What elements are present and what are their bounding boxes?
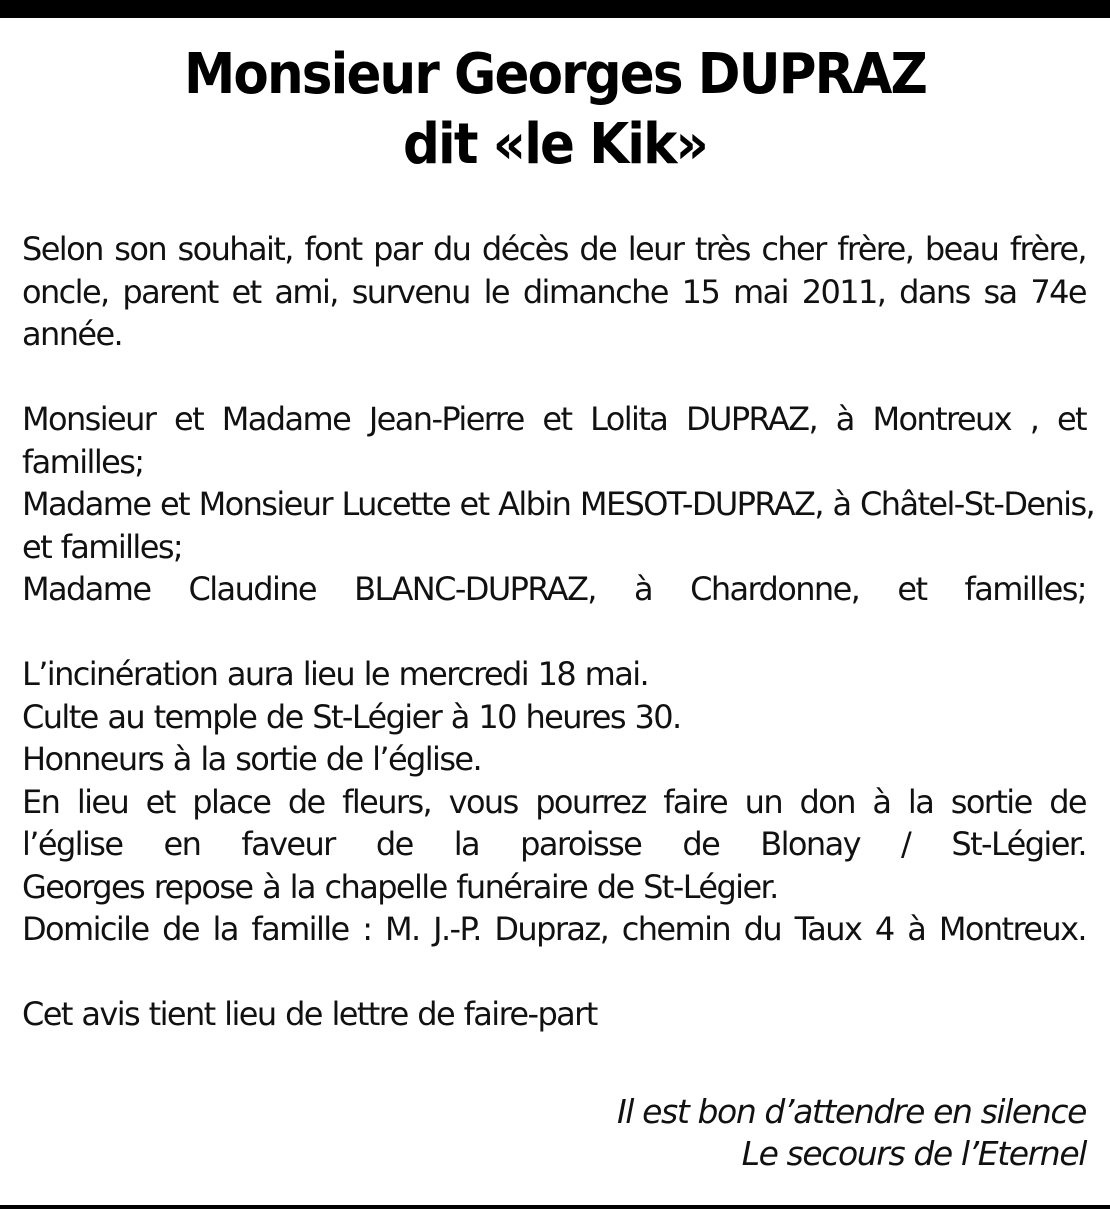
verse-line: Le secours de l’Eternel xyxy=(741,1134,1086,1173)
ceremony-line: En lieu et place de fleurs, vous pourrez faire un don à la sortie de xyxy=(22,782,1086,821)
bottom-border-rule xyxy=(0,1205,1110,1209)
paragraph-spacer xyxy=(22,951,1086,994)
ceremony-line: Honneurs à la sortie de l’église. xyxy=(22,740,482,778)
obituary-body xyxy=(22,228,1095,1036)
top-border-rule xyxy=(0,0,1110,18)
announcement-line: année. xyxy=(22,315,123,353)
announcement-line: Selon son souhait, font par du décès de leur très cher frère, beau frère, xyxy=(22,230,1086,268)
ceremony-line: Georges repose à la chapelle funéraire de St-Légier. xyxy=(22,867,778,906)
ceremony-line: Domicile de la famille : M. J.-P. Dupraz, chemin du Taux 4 à Montreux. xyxy=(22,910,1086,948)
announcement-paragraph xyxy=(22,228,1086,356)
family-entry-line: familles; xyxy=(22,442,144,481)
family-entry-line: Madame et Monsieur Lucette et Albin MESOT-DUPRAZ, à Châtel-St-Denis, xyxy=(22,485,1095,523)
family-list xyxy=(22,398,1095,611)
ceremony-details xyxy=(22,653,1086,951)
paragraph-spacer xyxy=(22,356,1086,399)
closing-verse xyxy=(617,1091,1086,1175)
ceremony-line: l’église en faveur de la paroisse de Blonay / St-Légier. xyxy=(22,825,1086,863)
ceremony-line: Culte au temple de St-Légier à 10 heures 30. xyxy=(22,697,681,736)
announcement-line: oncle, parent et ami, survenu le dimanche 15 mai 2011, dans sa 74e xyxy=(22,272,1086,311)
verse-line: Il est bon d’attendre en silence xyxy=(616,1092,1086,1131)
family-entry-line: et familles; xyxy=(22,527,183,566)
faire-part-notice: Cet avis tient lieu de lettre de faire-part xyxy=(22,995,597,1033)
title-nickname-line: dit «le Kik» xyxy=(403,112,707,177)
obituary-title xyxy=(44,40,1065,180)
title-name-line: Monsieur Georges DUPRAZ xyxy=(183,42,927,107)
ceremony-line: L’incinération aura lieu le mercredi 18 mai. xyxy=(22,655,649,693)
family-entry-line: Monsieur et Madame Jean-Pierre et Lolita DUPRAZ, à Montreux , et xyxy=(22,400,1086,438)
family-entry-line: Madame Claudine BLANC-DUPRAZ, à Chardonne, et familles; xyxy=(22,570,1086,608)
paragraph-spacer xyxy=(22,611,1086,654)
